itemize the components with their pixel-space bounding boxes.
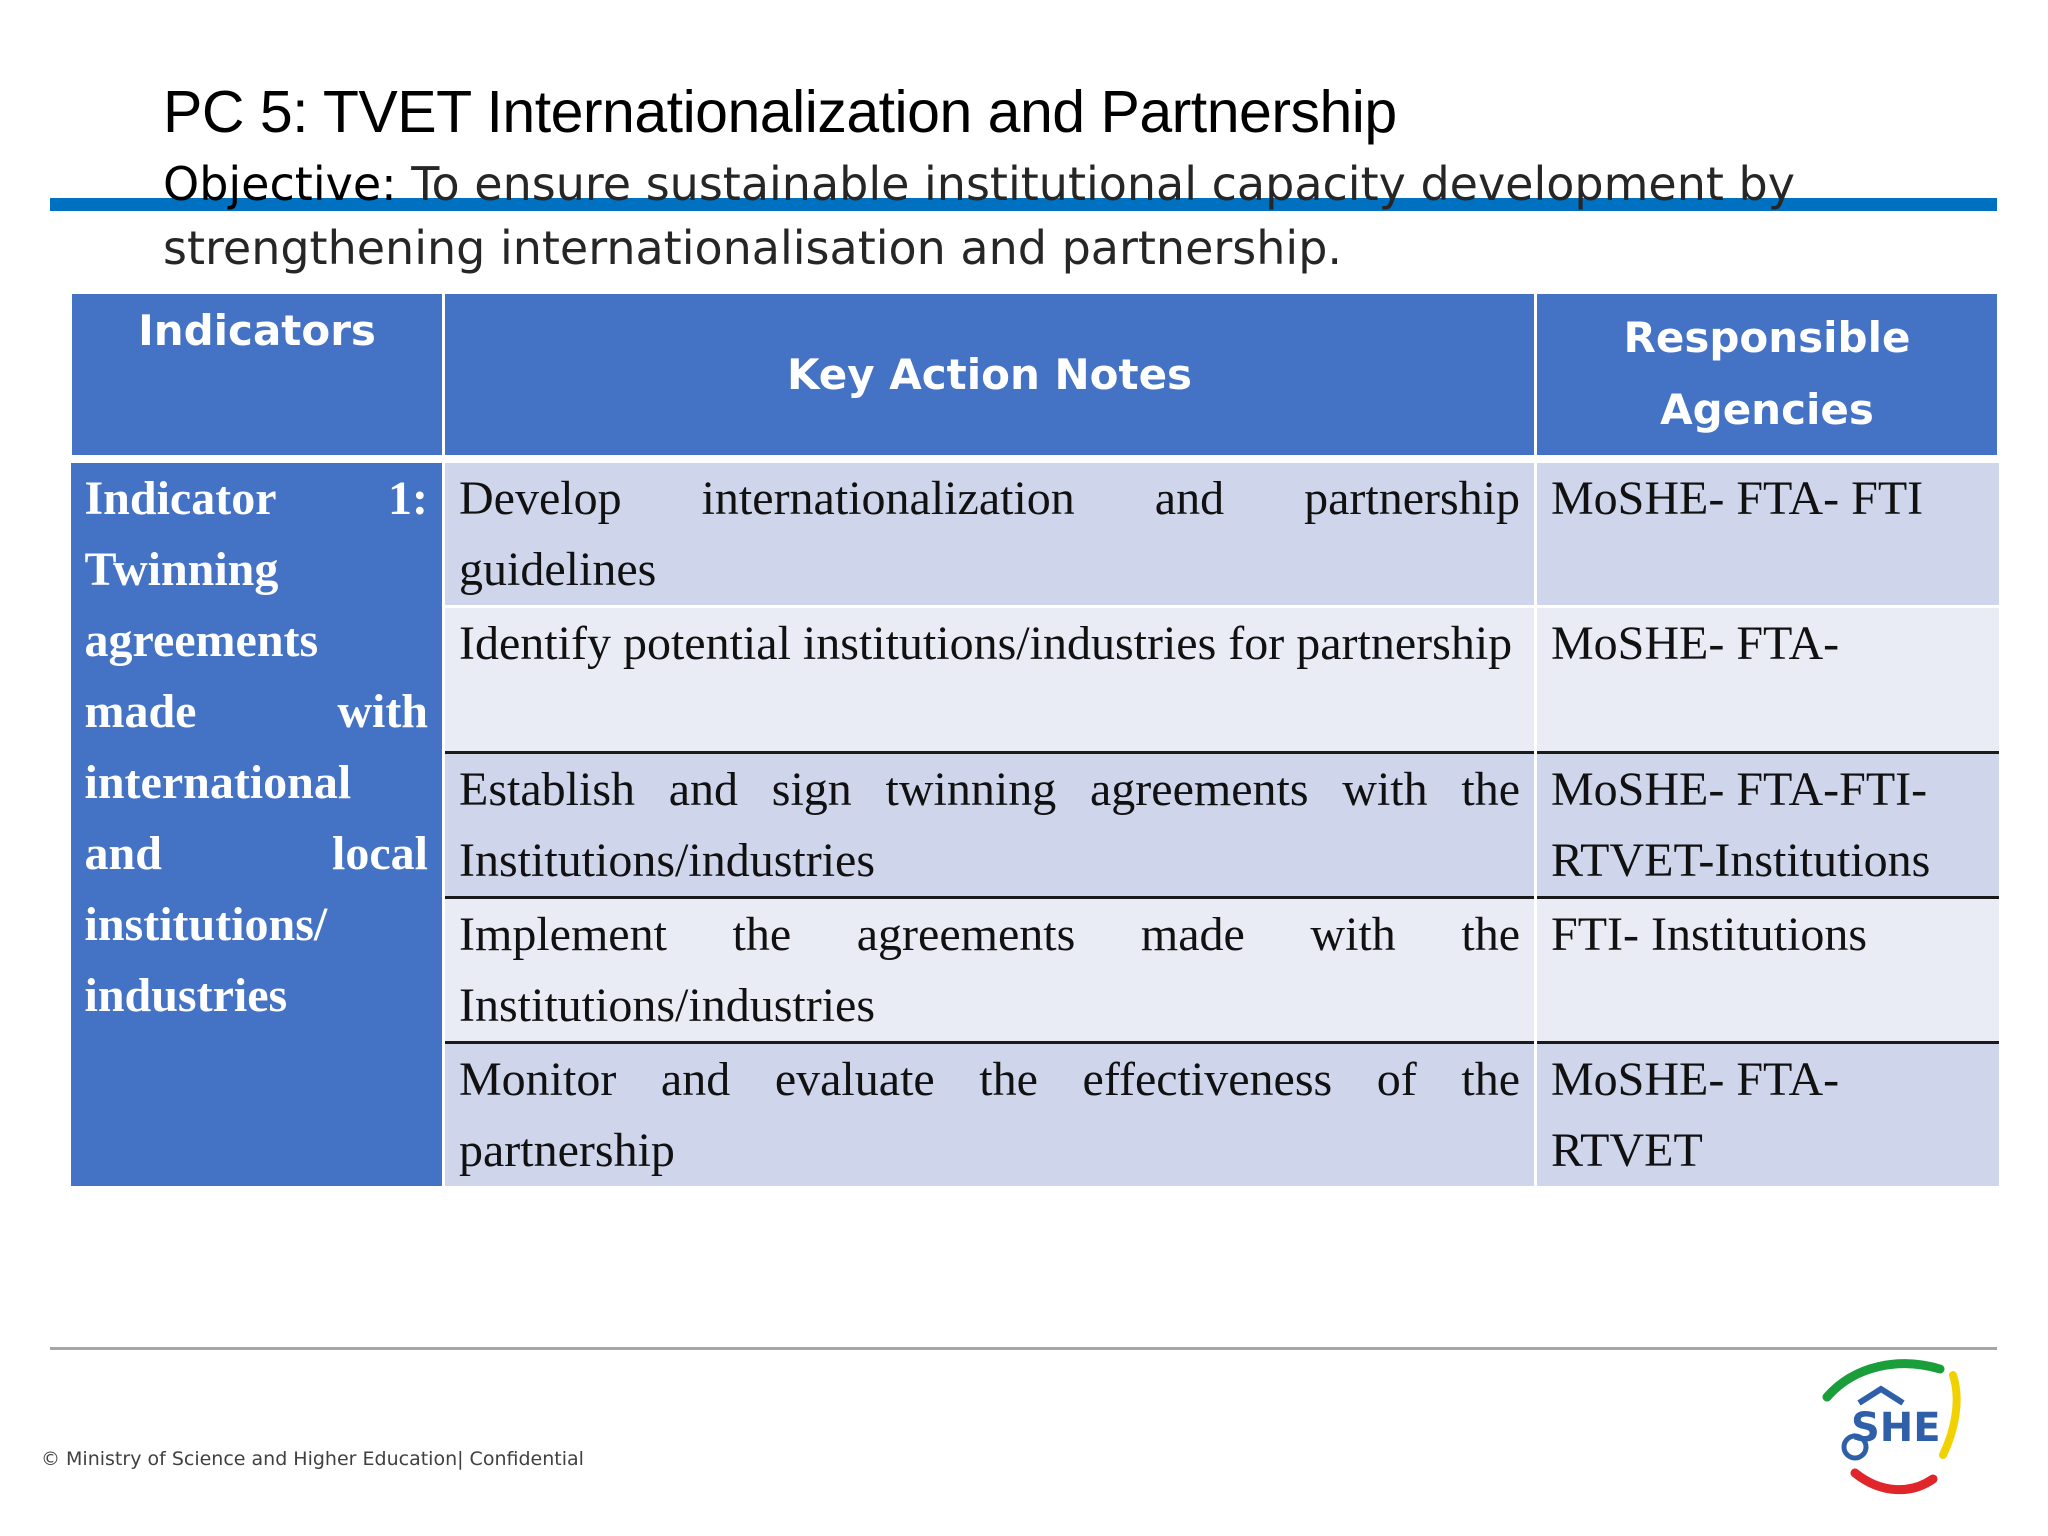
logo-text: SHE xyxy=(1851,1405,1941,1451)
header-responsible-line2: Agencies xyxy=(1660,385,1874,435)
header-key-action-notes: Key Action Notes xyxy=(444,293,1536,459)
slide-title: PC 5: TVET Internationalization and Partnership xyxy=(163,79,1397,145)
footer-divider xyxy=(50,1347,1997,1350)
moshe-logo xyxy=(1815,1355,1967,1505)
agency-cell: MoSHE- FTA-FTI-RTVET-Institutions xyxy=(1536,753,1999,898)
agency-cell: MoSHE- FTA- xyxy=(1536,607,1999,753)
action-plan-table xyxy=(69,291,2000,1186)
table-header-row xyxy=(71,293,1999,459)
objective-text xyxy=(163,152,1983,280)
action-cell: Establish and sign twinning agreements with the Institutions/industries xyxy=(444,753,1536,898)
action-cell: Develop internationalization and partnership guidelines xyxy=(444,459,1536,607)
footer-copyright: © Ministry of Science and Higher Education| Confidential xyxy=(41,1448,584,1470)
agency-cell: FTI- Institutions xyxy=(1536,898,1999,1043)
indicator-cell: Indicator 1: Twinning agreements made with international and local institutions/ industries xyxy=(71,459,444,1187)
agency-cell: MoSHE- FTA- FTI xyxy=(1536,459,1999,607)
agency-cell: MoSHE- FTA-RTVET xyxy=(1536,1043,1999,1187)
objective-body: To ensure sustainable institutional capacity development by strengthening internationalisation and partnership. xyxy=(163,157,1795,275)
header-responsible-line1: Responsible xyxy=(1623,313,1911,363)
objective-label: Objective: xyxy=(163,157,397,211)
action-cell: Implement the agreements made with the Institutions/industries xyxy=(444,898,1536,1043)
header-indicators: Indicators xyxy=(71,293,444,459)
header-responsible-agencies xyxy=(1536,293,1999,459)
action-cell: Monitor and evaluate the effectiveness of the partnership xyxy=(444,1043,1536,1187)
action-cell: Identify potential institutions/industries for partnership xyxy=(444,607,1536,753)
table-row xyxy=(71,459,1999,607)
